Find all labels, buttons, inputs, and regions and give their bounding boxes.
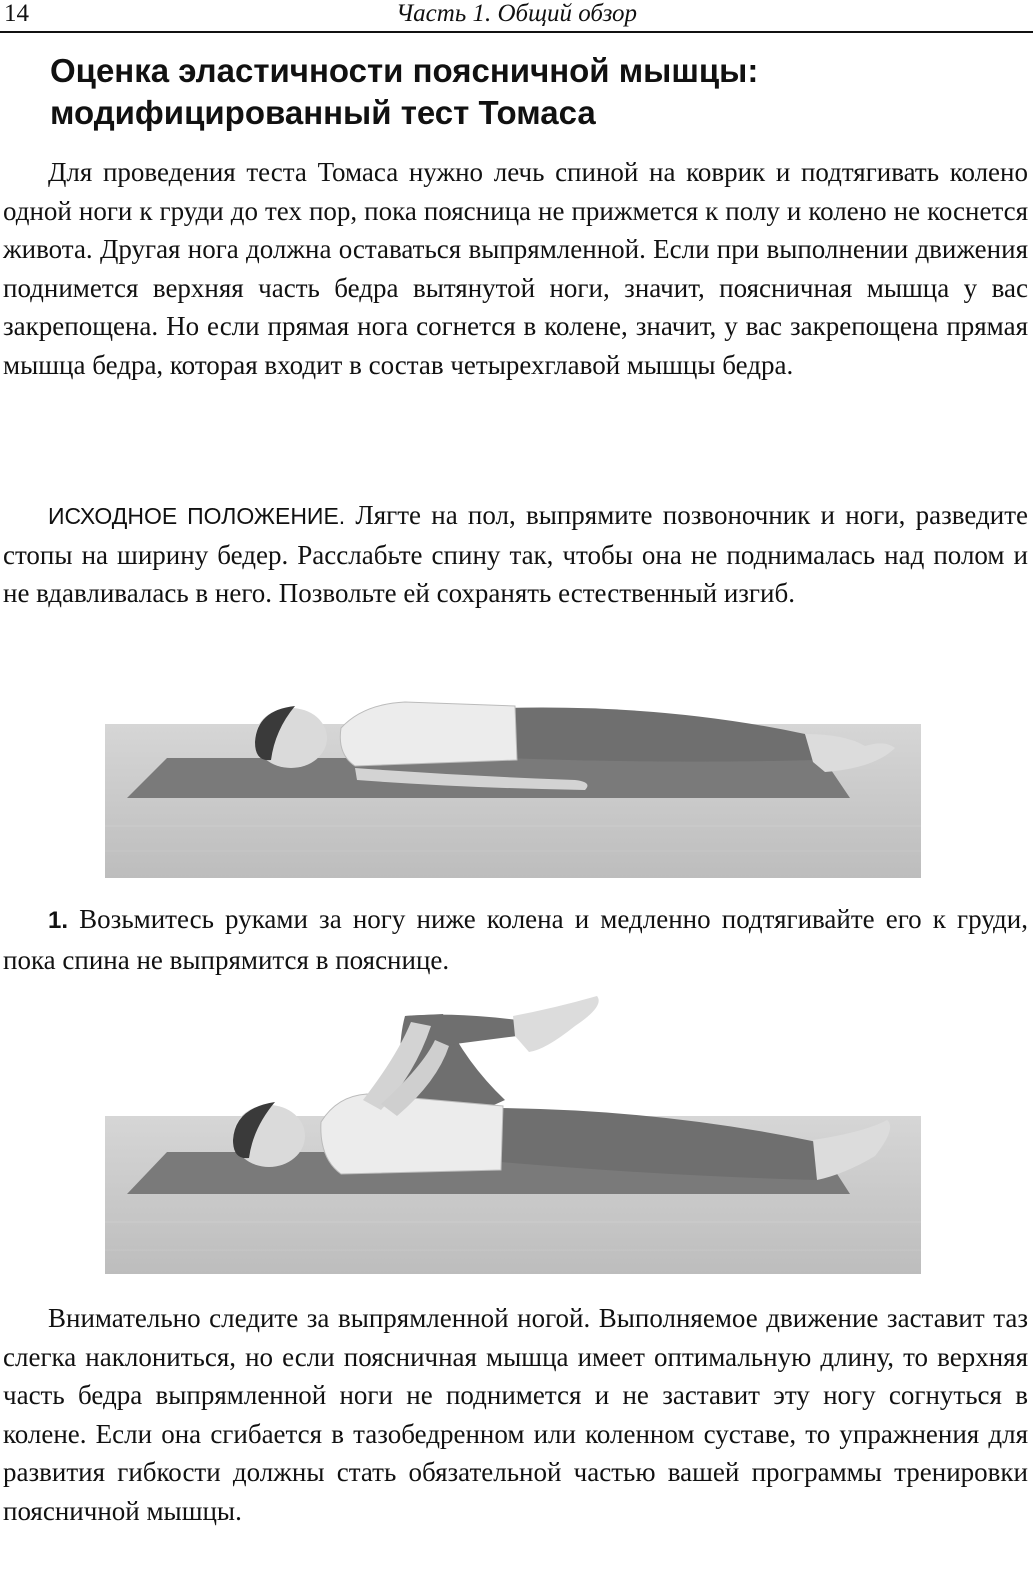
photo-step1-illustration <box>105 992 921 1274</box>
photo-start-position <box>105 676 921 878</box>
photo-step1 <box>105 992 921 1274</box>
photo-start-position-illustration <box>105 676 921 878</box>
step1-paragraph <box>3 900 1028 979</box>
intro-text: Для проведения теста Томаса нужно лечь спиной на коврик и подтягивать колено одной ноги к груди до тех пор, пока поясница не прижмется к полу и колено не коснется живота. Другая нога должна оставаться выпрямленной. Если при выполнении движения поднимется верхняя часть бедра вытянутой ноги, значит, поясничная мышца у вас закрепощена. Но если прямая нога согнется в колене, значит, у вас закрепощена прямая мышца бедра, которая входит в состав четырехглавой мышцы бедра. <box>3 157 1028 380</box>
section-title-line1: Оценка эластичности поясничной мышцы: <box>50 52 759 89</box>
running-title: Часть 1. Общий обзор <box>395 0 638 27</box>
section-title-line2: модифицированный тест Томаса <box>50 94 596 131</box>
closing-text: Внимательно следите за выпрямленной ногой. Выполняемое движение заставит таз слегка наклониться, но если поясничная мышца имеет оптимальную длину, то верхняя часть бедра выпрямленной ноги не поднимется и не заставит эту ногу согнуться в колене. Если она сгибается в тазобедренном или коленном суставе, то упражнения для развития гибкости должны стать обязательной частью вашей программы тренировки поясничной мышцы. <box>3 1303 1028 1526</box>
intro-paragraph <box>3 153 1028 385</box>
start-position-label: ИСХОДНОЕ ПОЛОЖЕНИЕ. <box>48 503 346 529</box>
start-position-paragraph <box>3 496 1028 613</box>
step1-text: Возьмитесь руками за ногу ниже колена и медленно подтягивайте его к груди, пока спина не выпрямится в пояснице. <box>3 904 1028 975</box>
running-head <box>0 0 1033 33</box>
closing-paragraph <box>3 1299 1028 1531</box>
start-position-text: Лягте на пол, выпрямите позвоночник и ноги, разведите стопы на ширину бедер. Расслабьте спину так, чтобы она не поднималась над полом и не вдавливалась в него. Позвольте ей сохранять естественный изгиб. <box>3 500 1028 609</box>
page-number: 14 <box>4 0 29 27</box>
header-rule <box>0 31 1033 33</box>
step1-number: 1. <box>48 907 69 934</box>
section-title <box>50 50 1010 134</box>
